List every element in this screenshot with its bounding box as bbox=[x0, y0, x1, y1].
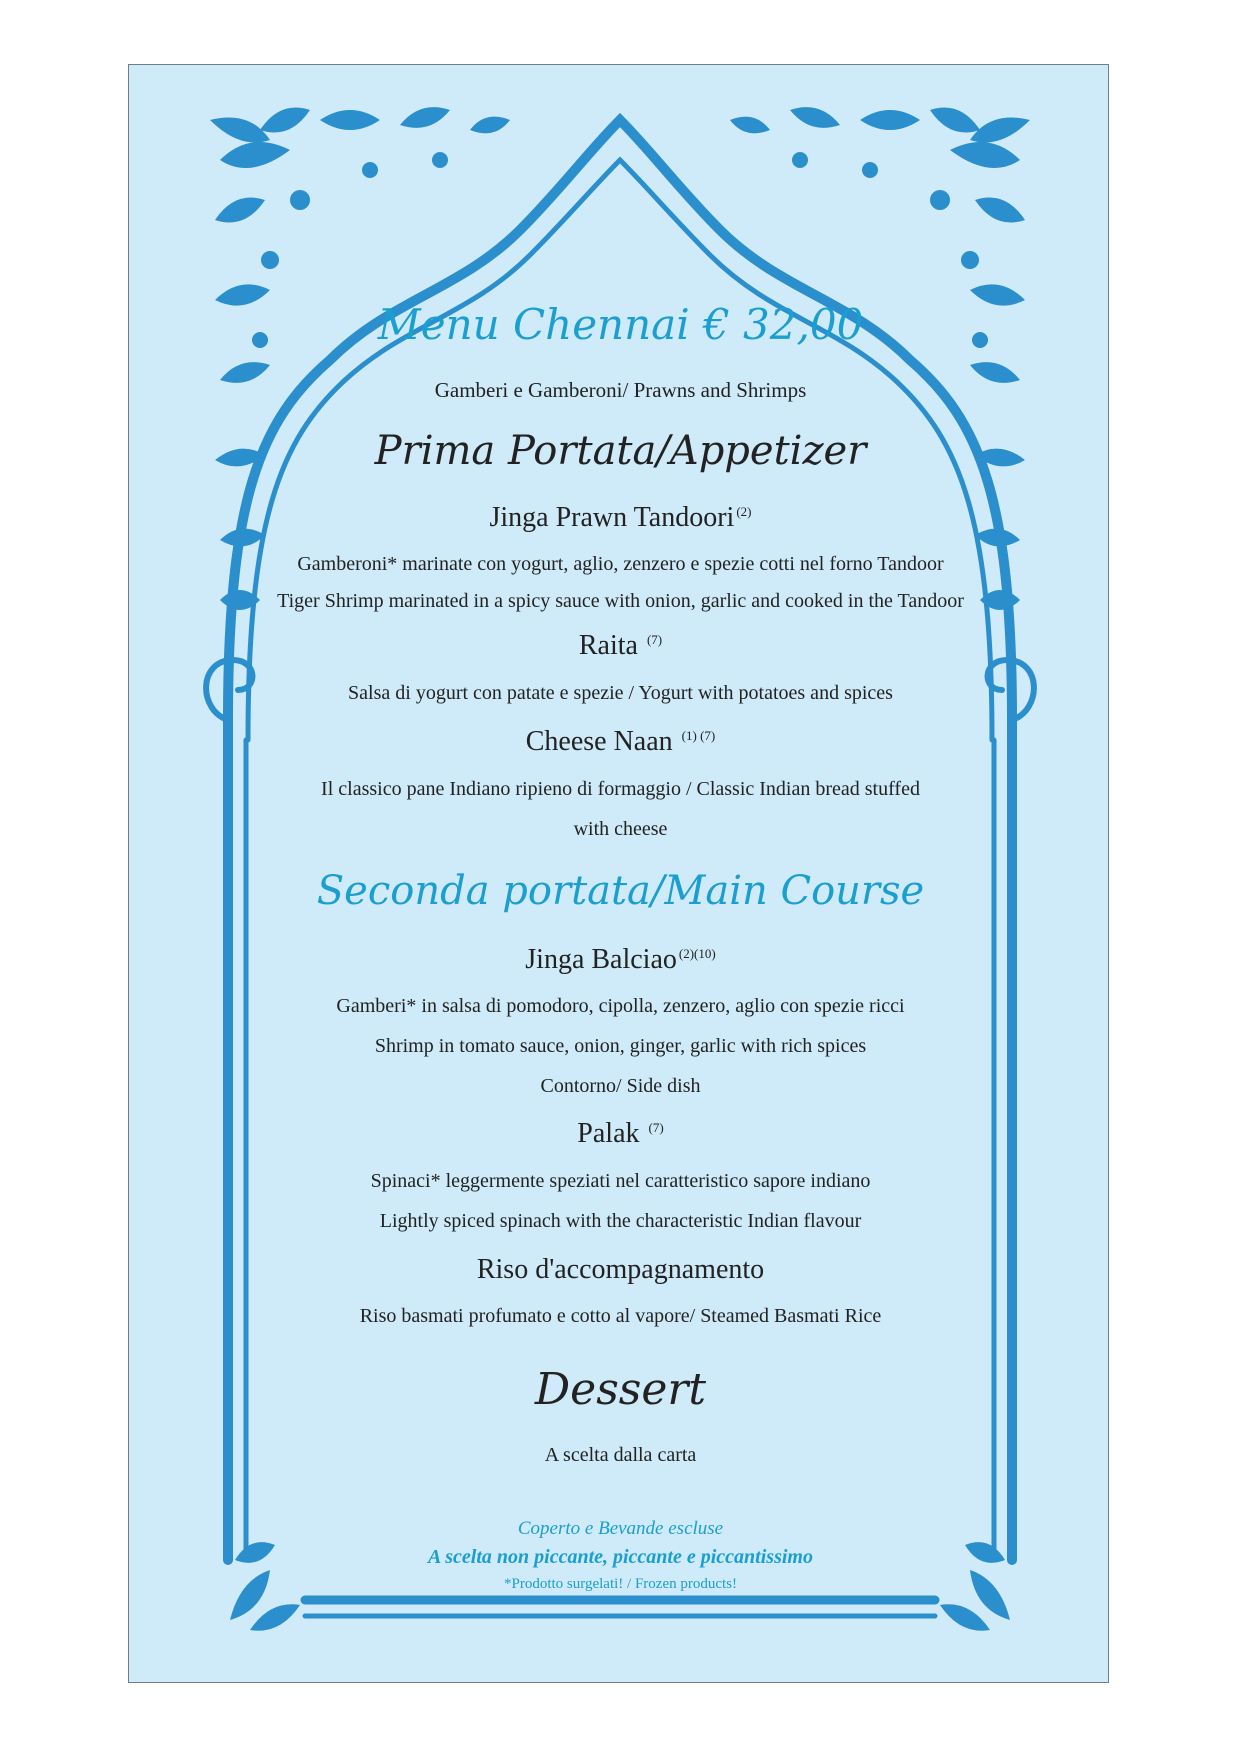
menu-title: Menu Chennai € 32,00 bbox=[377, 300, 864, 349]
dessert-heading: Dessert bbox=[534, 1364, 707, 1415]
dish-jinga-balciao bbox=[0, 944, 1241, 976]
spice-level-note: A scelta non piccante, piccante e piccantissimo bbox=[428, 1546, 813, 1568]
dish-description: Gamberi* in salsa di pomodoro, cipolla, zenzero, aglio con spezie ricci bbox=[336, 995, 905, 1017]
dish-description: Lightly spiced spinach with the characteristic Indian flavour bbox=[379, 1210, 862, 1232]
appetizer-heading: Prima Portata/Appetizer bbox=[374, 428, 867, 474]
dish-description: Tiger Shrimp marinated in a spicy sauce with onion, garlic and cooked in the Tandoor bbox=[277, 590, 964, 612]
dish-description: Riso basmati profumato e cotto al vapore/ Steamed Basmati Rice bbox=[359, 1305, 882, 1327]
dish-description: Il classico pane Indiano ripieno di formaggio / Classic Indian bread stuffed bbox=[321, 778, 920, 800]
dish-cheese-naan bbox=[0, 726, 1241, 758]
menu-subtitle: Gamberi e Gamberoni/ Prawns and Shrimps bbox=[434, 378, 807, 402]
dessert-description: A scelta dalla carta bbox=[544, 1444, 697, 1466]
dish-description: Salsa di yogurt con patate e spezie / Yogurt with potatoes and spices bbox=[348, 682, 893, 704]
main-course-heading: Seconda portata/Main Course bbox=[316, 868, 925, 914]
dish-description: Gamberoni* marinate con yogurt, aglio, zenzero e spezie cotti nel forno Tandoor bbox=[297, 553, 944, 575]
dish-name: Jinga Balciao bbox=[525, 944, 677, 975]
allergen-codes: (1) (7) bbox=[681, 727, 716, 743]
cover-charge-note: Coperto e Bevande escluse bbox=[517, 1518, 724, 1539]
dish-name: Cheese Naan bbox=[525, 726, 673, 757]
allergen-codes: (7) bbox=[646, 631, 663, 647]
dish-jinga-prawn-tandoori bbox=[0, 502, 1241, 534]
dish-description: with cheese bbox=[573, 818, 668, 840]
allergen-codes: (2)(10) bbox=[678, 945, 716, 961]
allergen-codes: (2) bbox=[736, 503, 752, 519]
dish-name: Raita bbox=[578, 630, 638, 661]
dish-palak bbox=[0, 1118, 1241, 1150]
dish-name: Palak bbox=[577, 1118, 640, 1149]
dish-description: Shrimp in tomato sauce, onion, ginger, garlic with rich spices bbox=[374, 1035, 867, 1057]
allergen-codes: (7) bbox=[648, 1119, 664, 1135]
frozen-products-note: *Prodotto surgelati! / Frozen products! bbox=[503, 1576, 738, 1592]
dish-raita bbox=[0, 630, 1241, 662]
dish-description: Spinaci* leggermente speziati nel caratteristico sapore indiano bbox=[370, 1170, 871, 1192]
dish-riso: Riso d'accompagnamento bbox=[476, 1254, 765, 1285]
side-dish-label: Contorno/ Side dish bbox=[540, 1075, 701, 1097]
dish-name: Jinga Prawn Tandoori bbox=[489, 502, 735, 533]
